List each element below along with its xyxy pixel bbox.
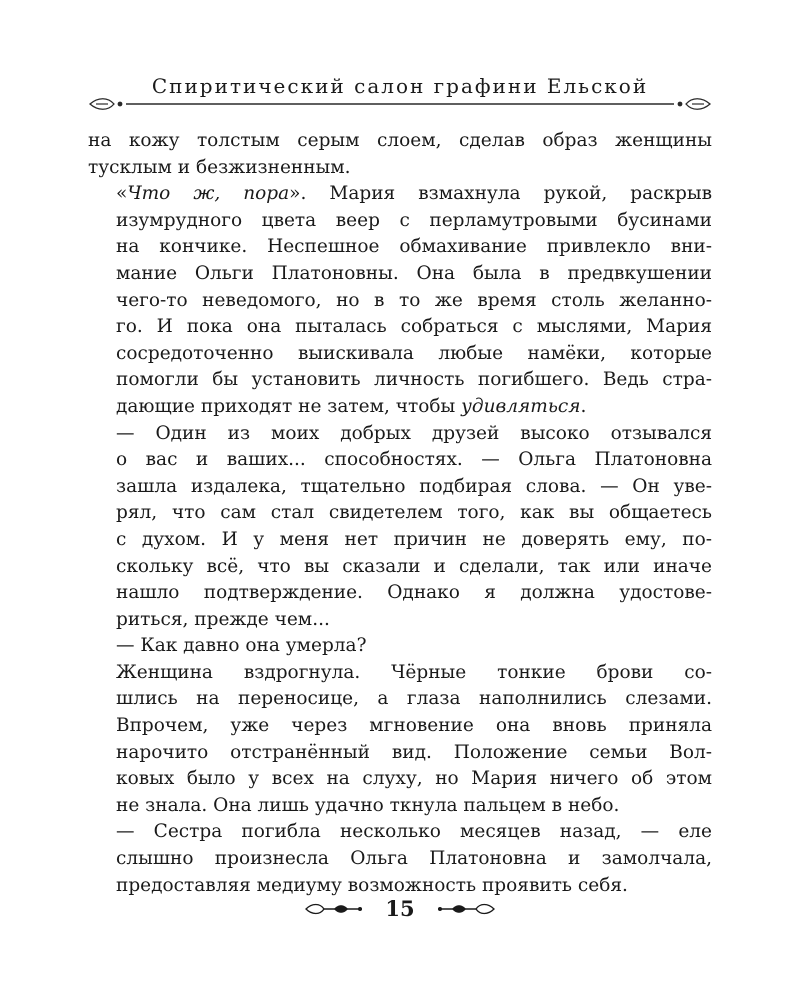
text-line: го. И пока она пыталась собраться с мыслями, Мария: [116, 316, 712, 338]
body-text: [88, 128, 712, 899]
text-line: не знала. Она лишь удачно ткнула пальцем в небо.: [116, 794, 620, 816]
paragraph: [88, 181, 712, 420]
italic-phrase: удивляться: [461, 395, 581, 417]
page-footer: [0, 896, 800, 922]
text-line: о вас и ваших... способностях. — Ольга Платоновна: [116, 449, 712, 471]
text-line: помогли бы установить личность погибшего. Ведь стра-: [116, 369, 712, 391]
text-line: мание Ольги Платоновны. Она была в предвкушении: [116, 262, 712, 284]
paragraph: [88, 128, 712, 181]
text-line: — Сестра погибла несколько месяцев назад, — еле: [116, 821, 712, 843]
text-line: чего-то неведомого, но в то же время столь желанно-: [116, 289, 712, 311]
text-line: с духом. И у меня нет причин не доверять ему, по-: [116, 528, 712, 550]
text-line: нашло подтверждение. Однако я должна удостове-: [116, 582, 712, 604]
paragraph: [88, 421, 712, 634]
text-line: ковых было у всех на слуху, но Мария ничего об этом: [116, 768, 712, 790]
text-line: Женщина вздрогнула. Чёрные тонкие брови со-: [116, 661, 712, 683]
text-line: на кожу толстым серым слоем, сделав образ женщины: [88, 130, 712, 151]
footer-ornament-right-icon: [434, 902, 496, 916]
text-line-with-italic: «Что ж, пора». Мария взмахнула рукой, раскрыв: [116, 183, 713, 205]
page-number: 15: [385, 896, 415, 921]
running-head: Спиритический салон графини Ельской: [151, 74, 649, 98]
text-line: скольку всё, что вы сказали и сделали, так или иначе: [116, 555, 712, 577]
text-line: Впрочем, уже через мгновение она вновь приняла: [116, 715, 712, 737]
text-line: сосредоточенно выискивала любые намёки, которые: [116, 342, 712, 364]
paragraph: [88, 660, 712, 820]
text-line: риться, прежде чем...: [116, 608, 330, 630]
paragraph: [88, 819, 712, 899]
header-ornament-icon: [86, 96, 714, 112]
text-line: тусклым и безжизненным.: [88, 156, 351, 178]
italic-phrase: Что ж, пора: [127, 183, 290, 205]
text-line-with-italic: дающие приходят не затем, чтобы удивляться.: [116, 395, 587, 417]
text-line: — Как давно она умерла?: [116, 635, 367, 657]
text-line: на кончике. Неспешное обмахивание привлекло вни-: [116, 236, 712, 258]
text-line: шлись на переносице, а глаза наполнились слезами.: [116, 688, 712, 710]
text-line: зашла издалека, тщательно подбирая слова. — Он уве-: [116, 475, 712, 497]
text-line: рял, что сам стал свидетелем того, как вы общаетесь: [116, 502, 712, 524]
paragraph: [88, 633, 712, 660]
text-line: изумрудного цвета веер с перламутровыми бусинами: [116, 209, 712, 231]
text-line: нарочито отстранённый вид. Положение семьи Вол-: [116, 741, 712, 763]
text-line: слышно произнесла Ольга Платоновна и замолчала,: [116, 848, 712, 870]
text-line: — Один из моих добрых друзей высоко отзывался: [116, 422, 712, 444]
text-line: предоставляя медиуму возможность проявить себя.: [116, 874, 628, 896]
